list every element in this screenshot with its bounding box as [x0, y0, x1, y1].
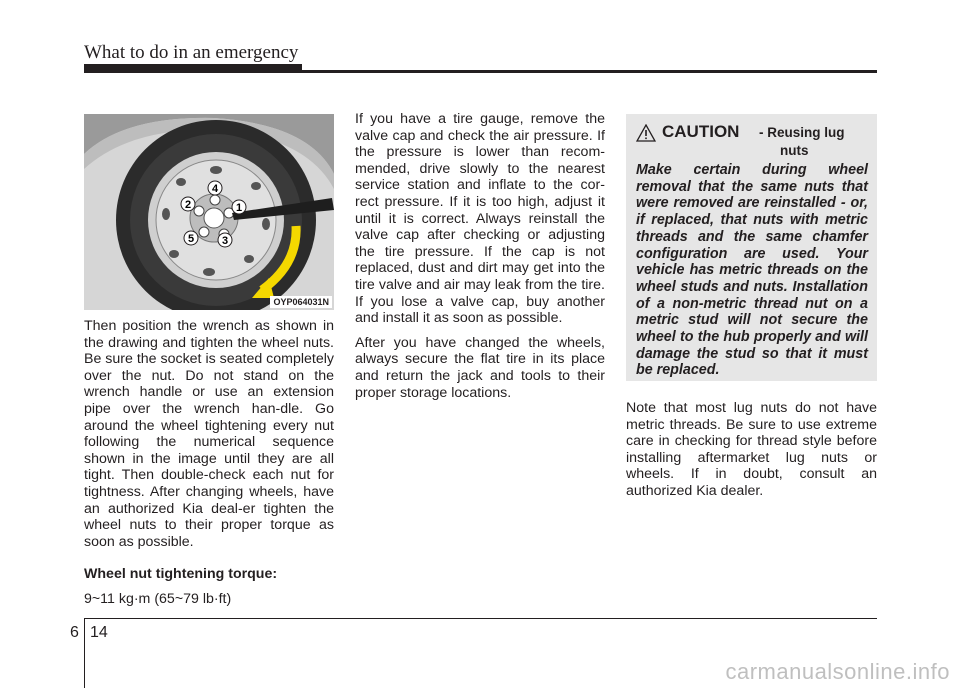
nut-number-2: 2: [184, 199, 192, 211]
header-rule: [84, 70, 877, 73]
warning-triangle-icon: [636, 124, 656, 142]
lug-nut-note: Note that most lug nuts do not have metric threads. Be sure to use extreme care in checking for thread style before installing aftermarket lug nuts or wheels. If in doubt, consult an authorized Kia dealer.: [626, 400, 877, 499]
caution-title: CAUTION: [662, 122, 740, 141]
footer-rule: [84, 618, 877, 619]
torque-value: 9~11 kg·m (65~79 lb·ft): [84, 590, 232, 607]
column-2: [355, 111, 605, 409]
watermark: carmanualsonline.info: [725, 659, 950, 684]
section-number: 6: [70, 624, 79, 641]
tire-pressure-paragraph: If you have a tire gauge, remove the valve cap and check the air pressure. If the pressure is lower than recom-mended, drive slowly to the nearest service station and inflate to the cor-rect pressure. If it is too high, adjust it until it is correct. Always reinstall the valve cap after checking or adjusting the tire pressure. If the cap is not replaced, dust and dirt may get into the tire valve and air may leak from the tire. If you lose a valve cap, buy another and install it as soon as possible.: [355, 111, 605, 327]
caution-subtitle: - Reusing lug: [759, 125, 845, 140]
figure-caption: OYP064031N: [270, 296, 332, 308]
caution-subtitle-2: nuts: [780, 143, 809, 158]
storage-paragraph: After you have changed the wheels, always secure the flat tire in its place and return the jack and tools to their proper storage locations.: [355, 334, 605, 401]
wheel-illustration: [84, 114, 334, 310]
torque-heading: Wheel nut tightening torque:: [84, 566, 278, 583]
nut-number-5: 5: [187, 233, 195, 245]
caution-body: Make certain during wheel removal that the same nuts that were removed are reinstalled - or, if replaced, that nuts with metric threads and the same chamfer configuration are used. Your vehicle has metric threads on the wheel studs and nuts. Installation of a non-metric thread nut on a metric stud will not secure the wheel to the hub properly and will damage the stud so that it must be replaced.: [636, 162, 868, 379]
column-1: [84, 318, 334, 616]
wrench-instructions: Then position the wrench as shown in the drawing and tighten the wheel nuts. Be sure the socket is seated completely over the nut. Do not stand on the wrench handle or use an extension pipe over the wrench han-dle. Go around the wheel tightening every nut following the numerical sequence shown in the image until they are all tight. Then double-check each nut for tightness. After changing wheels, have an authorized Kia deal-er tighten the wheel nuts to their proper torque as soon as possible.: [84, 318, 334, 550]
nut-number-4: 4: [211, 183, 219, 195]
nut-number-3: 3: [221, 235, 229, 247]
page-header-title: What to do in an emergency: [84, 42, 299, 63]
column-3: [626, 400, 877, 508]
footer-divider: [84, 618, 85, 688]
wheel-drawing: [84, 114, 334, 310]
page-number: 14: [90, 624, 108, 641]
nut-number-1: 1: [235, 202, 243, 214]
caution-box: [626, 114, 877, 381]
